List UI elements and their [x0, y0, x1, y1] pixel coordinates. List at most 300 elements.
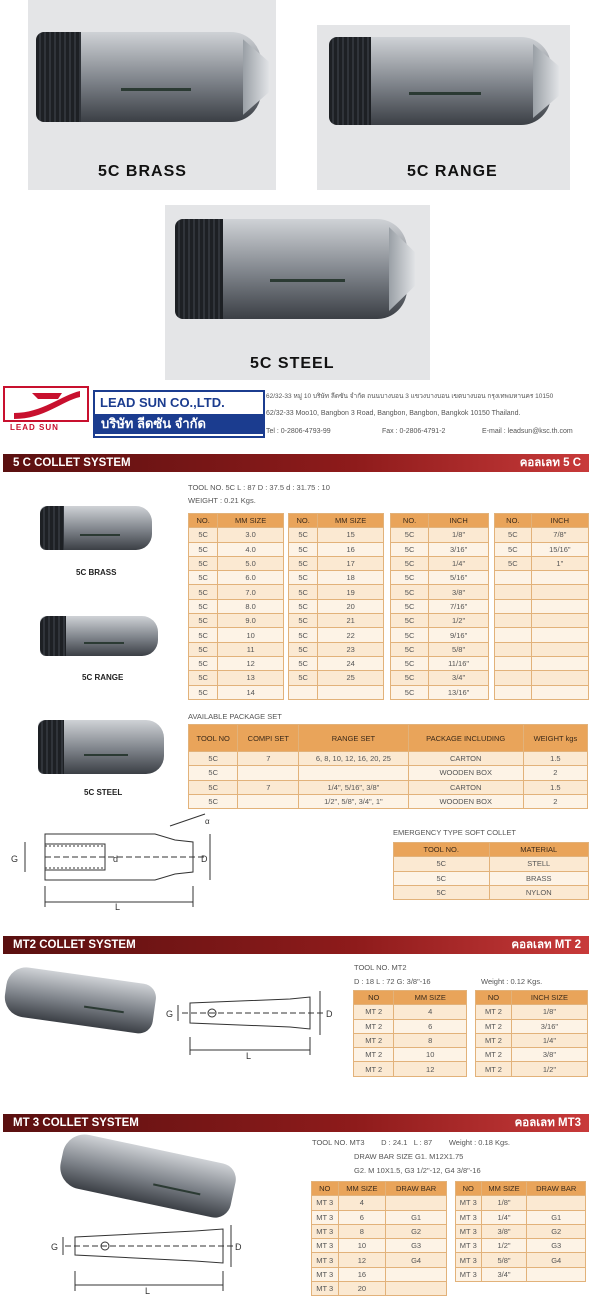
table-cell: 4.0 [218, 542, 284, 556]
column-header: MM SIZE [338, 1182, 386, 1196]
table-cell: MT 3 [312, 1196, 339, 1210]
table-row [476, 1048, 588, 1062]
table-cell [495, 628, 532, 642]
column-header: COMPI SET [238, 725, 299, 752]
table-row [476, 1062, 588, 1076]
company-name-en: LEAD SUN CO.,LTD. [100, 395, 225, 410]
table-cell: 5C [391, 528, 429, 542]
table-row [391, 614, 489, 628]
table-row [495, 685, 589, 699]
company-name-box [93, 390, 265, 438]
table-row [495, 599, 589, 613]
column-header: NO [354, 991, 394, 1005]
column-header: NO. [189, 514, 218, 528]
table-cell: 20 [338, 1282, 386, 1296]
table-emergency-collet [393, 842, 589, 900]
table-cell [386, 1267, 447, 1281]
table-5c-inch-2 [494, 513, 589, 700]
table-cell: 5C [391, 628, 429, 642]
table-row [289, 585, 384, 599]
table-row [312, 1210, 447, 1224]
table-cell: 7/16" [429, 599, 489, 613]
table-cell: 13/16" [429, 685, 489, 699]
table-cell: 1" [531, 556, 588, 570]
table-cell: 21 [318, 614, 384, 628]
table-cell: 1/8" [481, 1196, 527, 1210]
column-header: PACKAGE INCLUDING [408, 725, 523, 752]
fax: Fax : 0-2806-4791-2 [382, 428, 446, 435]
section-title: 5 C COLLET SYSTEM [13, 457, 131, 469]
table-cell: 17 [318, 556, 384, 570]
diagram-mt2-dimensions [160, 985, 345, 1060]
table-cell [318, 685, 384, 699]
table-cell: 6, 8, 10, 12, 16, 20, 25 [299, 752, 408, 766]
table-row [189, 752, 588, 766]
table-cell [495, 671, 532, 685]
table-cell [289, 685, 318, 699]
table-row [495, 585, 589, 599]
table-cell: MT 3 [312, 1282, 339, 1296]
table-cell: G1 [527, 1210, 586, 1224]
dim-d-small: d [113, 854, 119, 864]
table-cell: 15 [318, 528, 384, 542]
table-cell: 11/16" [429, 656, 489, 670]
table-cell: 5C [289, 642, 318, 656]
table-cell: 7 [238, 780, 299, 794]
table-row [456, 1196, 586, 1210]
table-row [189, 671, 284, 685]
spec-mt3-drawbar: DRAW BAR SIZE G1. M12X1.75 [354, 1152, 464, 1161]
table-cell: G2 [386, 1224, 447, 1238]
photo-label: 5C STEEL [250, 355, 335, 372]
table-cell: WOODEN BOX [408, 766, 523, 780]
table-cell: 20 [318, 599, 384, 613]
table-row [289, 556, 384, 570]
photo-5c-range [317, 25, 570, 190]
table-5c-inch-1 [390, 513, 489, 700]
table-row [391, 628, 489, 642]
label-5c-steel: 5C STEEL [84, 788, 123, 797]
table-cell: 5C [394, 857, 490, 871]
table-row [391, 556, 489, 570]
table-cell: 6 [394, 1019, 467, 1033]
spec-mt3-tool: TOOL NO. MT3 D : 24.1 L : 87 Weight : 0.18 Kgs. [312, 1138, 510, 1147]
table-row [391, 542, 489, 556]
table-row [189, 599, 284, 613]
table-cell: 5C [391, 671, 429, 685]
table-row [394, 871, 589, 885]
table-cell: MT 3 [312, 1253, 339, 1267]
table-cell: G2 [527, 1224, 586, 1238]
table-cell: 16 [338, 1267, 386, 1281]
table-cell: 8 [394, 1033, 467, 1047]
dim-l: L [246, 1051, 252, 1060]
table-cell: MT 3 [312, 1239, 339, 1253]
dim-g: G [11, 854, 19, 864]
dim-alpha: α [205, 817, 210, 826]
table-cell: 5C [189, 585, 218, 599]
table-cell: 8.0 [218, 599, 284, 613]
table-row [354, 1005, 467, 1019]
table-cell: 1/4" [511, 1033, 587, 1047]
table-package-set [188, 724, 588, 809]
table-row [289, 599, 384, 613]
table-cell: STELL [489, 857, 589, 871]
table-cell: 3/8" [429, 585, 489, 599]
column-header: MM SIZE [218, 514, 284, 528]
table-cell: 5C [189, 542, 218, 556]
table-row [189, 628, 284, 642]
table-cell [495, 571, 532, 585]
column-header: MM SIZE [394, 991, 467, 1005]
table-cell: 3/4" [429, 671, 489, 685]
table-cell: 15/16" [531, 542, 588, 556]
table-cell: 5C [189, 571, 218, 585]
table-cell: 10 [338, 1239, 386, 1253]
table-cell: 5.0 [218, 556, 284, 570]
table-row [189, 766, 588, 780]
table-row [495, 571, 589, 585]
table-cell: MT 2 [476, 1005, 512, 1019]
dim-g: G [166, 1009, 174, 1019]
table-row [456, 1253, 586, 1267]
table-cell: 10 [218, 628, 284, 642]
table-cell [238, 794, 299, 808]
table-row [189, 528, 284, 542]
emergency-title: EMERGENCY TYPE SOFT COLLET [393, 828, 516, 837]
table-row [189, 556, 284, 570]
table-cell: MT 3 [456, 1224, 482, 1238]
table-cell [531, 642, 588, 656]
table-cell: MT 2 [354, 1019, 394, 1033]
table-row [391, 528, 489, 542]
table-cell: 5C [189, 671, 218, 685]
label-5c-range: 5C RANGE [82, 673, 124, 682]
table-cell: 5C [289, 528, 318, 542]
dim-g: G [51, 1242, 59, 1252]
table-row [289, 542, 384, 556]
table-cell: 6.0 [218, 571, 284, 585]
column-header: DRAW BAR [386, 1182, 447, 1196]
table-cell: 5C [189, 780, 238, 794]
table-cell [531, 628, 588, 642]
table-cell: 5C [189, 766, 238, 780]
table-row [312, 1239, 447, 1253]
table-cell: MT 3 [456, 1253, 482, 1267]
table-row [189, 542, 284, 556]
address-en: 62/32-33 Moo10, Bangbon 3 Road, Bangbon, Bangbon, Bangkok 10150 Thailand. [266, 410, 521, 417]
column-header: TOOL NO [189, 725, 238, 752]
collet-image-steel [38, 720, 164, 774]
table-row [476, 1005, 588, 1019]
diagram-5c-dimensions [5, 812, 230, 912]
column-header: INCH [429, 514, 489, 528]
table-cell: 5C [289, 614, 318, 628]
column-header: TOOL NO. [394, 843, 490, 857]
table-cell: 5C [189, 614, 218, 628]
table-cell: 5C [189, 628, 218, 642]
collet-image-range [40, 616, 158, 656]
table-cell: 25 [318, 671, 384, 685]
table-row [391, 671, 489, 685]
table-cell: 7.0 [218, 585, 284, 599]
table-row [495, 528, 589, 542]
table-cell: 5C [189, 656, 218, 670]
table-cell: 2 [523, 794, 587, 808]
table-row [189, 642, 284, 656]
table-row [312, 1224, 447, 1238]
column-header: NO [456, 1182, 482, 1196]
table-cell [495, 614, 532, 628]
table-cell: CARTON [408, 752, 523, 766]
table-cell: 5C [391, 642, 429, 656]
table-cell: 4 [338, 1196, 386, 1210]
table-cell: 12 [218, 656, 284, 670]
table-cell: 5C [394, 885, 490, 899]
table-cell: 16 [318, 542, 384, 556]
spec-mt3-threads: G2. M 10X1.5, G3 1/2"-12, G4 3/8"-16 [354, 1166, 481, 1175]
table-row [312, 1267, 447, 1281]
table-cell: 1/4" [481, 1210, 527, 1224]
table-row [189, 656, 284, 670]
column-header: NO. [391, 514, 429, 528]
spec-mt2-weight: Weight : 0.12 Kgs. [481, 977, 543, 986]
table-cell: 5C [189, 599, 218, 613]
collet-image-mt3 [56, 1130, 239, 1220]
section-title-th: คอลเลท MT3 [514, 1117, 581, 1129]
address-th: 62/32-33 หมู่ 10 บริษัท ลีดซัน จำกัด ถนนบางบอน 3 แขวงบางบอน เขตบางบอน กรุงเทพมหานคร 10150 [266, 393, 554, 400]
spec-5c: TOOL NO. 5C L : 87 D : 37.5 d : 31.75 : 10 [188, 483, 330, 492]
table-cell: MT 3 [312, 1267, 339, 1281]
table-row [391, 656, 489, 670]
table-row [495, 671, 589, 685]
table-row [289, 642, 384, 656]
column-header: NO [312, 1182, 339, 1196]
table-mt3-mm [311, 1181, 447, 1296]
table-cell: 5C [289, 671, 318, 685]
table-row [289, 671, 384, 685]
table-cell: MT 2 [354, 1033, 394, 1047]
table-cell: 3/8" [511, 1048, 587, 1062]
table-cell [531, 671, 588, 685]
table-row [289, 628, 384, 642]
table-row [456, 1210, 586, 1224]
table-cell: 5C [391, 585, 429, 599]
table-cell: 5C [289, 556, 318, 570]
table-cell: WOODEN BOX [408, 794, 523, 808]
table-row [495, 614, 589, 628]
table-cell: 1/8" [511, 1005, 587, 1019]
table-cell [495, 685, 532, 699]
table-cell: MT 3 [456, 1239, 482, 1253]
table-cell: MT 2 [354, 1048, 394, 1062]
email: E-mail : leadsun@ksc.th.com [482, 428, 573, 435]
table-cell: 14 [218, 685, 284, 699]
section-5c-header [3, 454, 589, 472]
table-row [289, 685, 384, 699]
dim-d-large: D [326, 1009, 333, 1019]
table-cell: 23 [318, 642, 384, 656]
table-cell: 3/16" [511, 1019, 587, 1033]
table-row [289, 571, 384, 585]
phone: Tel : 0-2806-4793-99 [266, 428, 331, 435]
table-cell: 5/16" [429, 571, 489, 585]
table-cell: 24 [318, 656, 384, 670]
table-cell: 5/8" [429, 642, 489, 656]
table-cell: 9.0 [218, 614, 284, 628]
table-row [354, 1019, 467, 1033]
table-cell: 1/4" [429, 556, 489, 570]
table-row [391, 599, 489, 613]
table-cell: MT 2 [476, 1048, 512, 1062]
table-row [312, 1253, 447, 1267]
photo-label: 5C BRASS [98, 163, 187, 180]
table-cell: G4 [527, 1253, 586, 1267]
table-cell: 5C [289, 656, 318, 670]
table-cell [495, 585, 532, 599]
logo-text: LEAD SUN [10, 423, 59, 432]
photo-label: 5C RANGE [407, 163, 498, 180]
table-cell: MT 3 [312, 1224, 339, 1238]
table-cell: 3/16" [429, 542, 489, 556]
column-header: MM SIZE [481, 1182, 527, 1196]
table-row [189, 794, 588, 808]
table-cell: 5C [189, 556, 218, 570]
table-cell: 5C [394, 871, 490, 885]
table-cell: 5C [289, 585, 318, 599]
table-cell: 5C [189, 685, 218, 699]
table-row [391, 571, 489, 585]
column-header: NO [476, 991, 512, 1005]
table-cell [386, 1282, 447, 1296]
table-row [495, 628, 589, 642]
table-cell: 12 [394, 1062, 467, 1076]
table-cell: 5C [289, 542, 318, 556]
table-cell [495, 656, 532, 670]
table-cell: MT 2 [476, 1019, 512, 1033]
photo-5c-brass [28, 0, 276, 190]
table-cell [238, 766, 299, 780]
table-cell: 5C [391, 656, 429, 670]
table-5c-mm-2 [288, 513, 384, 700]
weight-5c: WEIGHT : 0.21 Kgs. [188, 496, 256, 505]
table-row [289, 656, 384, 670]
table-row [495, 542, 589, 556]
table-cell: 5C [189, 752, 238, 766]
table-cell: MT 2 [476, 1033, 512, 1047]
table-cell [531, 614, 588, 628]
table-cell: 1/2" [511, 1062, 587, 1076]
collet-image-brass [40, 506, 152, 550]
table-cell: 5C [189, 794, 238, 808]
table-cell: BRASS [489, 871, 589, 885]
table-row [189, 780, 588, 794]
table-cell: 7/8" [531, 528, 588, 542]
column-header: INCH [531, 514, 588, 528]
table-row [476, 1019, 588, 1033]
table-5c-mm-1 [188, 513, 284, 700]
table-cell: 7 [238, 752, 299, 766]
table-row [456, 1239, 586, 1253]
table-cell: 5C [391, 599, 429, 613]
table-cell: MT 3 [456, 1267, 482, 1281]
table-cell [527, 1196, 586, 1210]
table-cell: 2 [523, 766, 587, 780]
table-cell: MT 3 [456, 1196, 482, 1210]
table-row [312, 1282, 447, 1296]
column-header: INCH SIZE [511, 991, 587, 1005]
table-cell: 10 [394, 1048, 467, 1062]
table-cell: 1/2" [481, 1239, 527, 1253]
table-cell: 5C [391, 685, 429, 699]
table-cell: NYLON [489, 885, 589, 899]
table-cell [531, 585, 588, 599]
table-cell: 5C [495, 528, 532, 542]
table-row [189, 571, 284, 585]
table-cell: MT 3 [456, 1210, 482, 1224]
table-cell: 1/4", 5/16", 3/8" [299, 780, 408, 794]
table-cell: 4 [394, 1005, 467, 1019]
column-header: NO. [495, 514, 532, 528]
table-row [391, 585, 489, 599]
table-cell: MT 2 [354, 1005, 394, 1019]
section-mt3-header [3, 1114, 589, 1132]
table-cell: 5C [289, 571, 318, 585]
table-cell [299, 766, 408, 780]
table-cell [531, 656, 588, 670]
table-cell: 5C [495, 556, 532, 570]
table-cell [531, 599, 588, 613]
table-cell: 9/16" [429, 628, 489, 642]
table-cell: 5C [391, 542, 429, 556]
table-row [354, 1048, 467, 1062]
table-cell: G4 [386, 1253, 447, 1267]
label-5c-brass: 5C BRASS [76, 568, 117, 577]
table-mt3-inch [455, 1181, 586, 1282]
table-cell: G3 [386, 1239, 447, 1253]
company-name-th: บริษัท ลีดซัน จำกัด [95, 414, 263, 434]
table-cell: 1/2", 5/8", 3/4", 1" [299, 794, 408, 808]
table-row [189, 585, 284, 599]
table-row [456, 1267, 586, 1281]
table-mt2-inch [475, 990, 588, 1077]
table-cell: MT 2 [476, 1062, 512, 1076]
photo-5c-steel [165, 205, 430, 380]
column-header: MM SIZE [318, 514, 384, 528]
table-cell: 18 [318, 571, 384, 585]
table-cell: 5C [189, 642, 218, 656]
table-cell: 22 [318, 628, 384, 642]
table-cell: 5C [289, 628, 318, 642]
table-row [289, 528, 384, 542]
table-cell [527, 1267, 586, 1281]
table-cell: 8 [338, 1224, 386, 1238]
table-row [495, 556, 589, 570]
table-cell: 19 [318, 585, 384, 599]
table-cell: MT 3 [312, 1210, 339, 1224]
table-cell: MT 2 [354, 1062, 394, 1076]
table-row [312, 1196, 447, 1210]
dim-l: L [115, 902, 121, 912]
table-cell: G3 [527, 1239, 586, 1253]
table-cell: 5C [189, 528, 218, 542]
table-row [495, 656, 589, 670]
table-cell: 1/2" [429, 614, 489, 628]
table-row [189, 614, 284, 628]
table-cell: 5C [289, 599, 318, 613]
section-title-th: คอลเลท 5 C [519, 457, 581, 469]
table-cell: 5C [391, 614, 429, 628]
